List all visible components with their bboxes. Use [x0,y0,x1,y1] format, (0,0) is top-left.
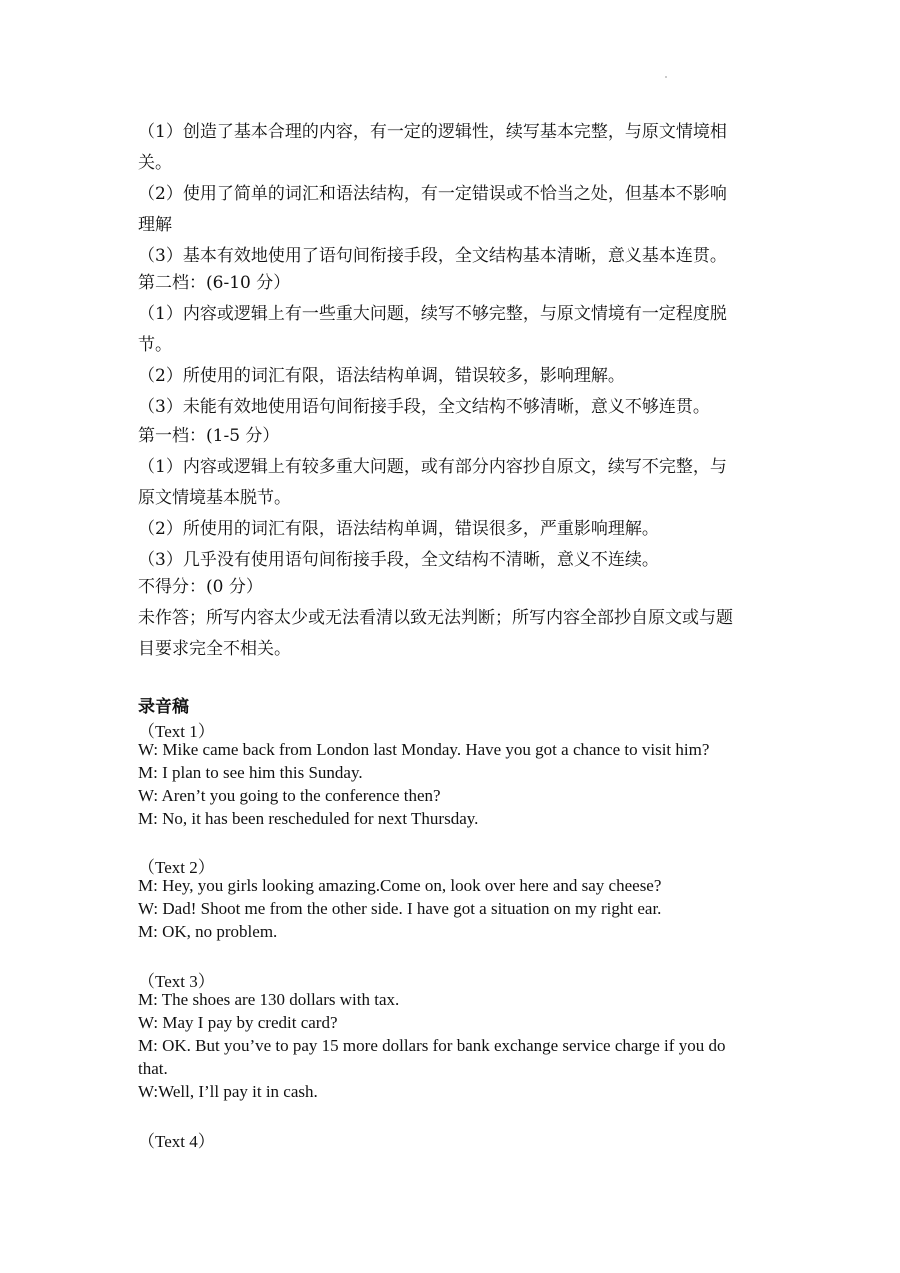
rubric-line: （1）内容或逻辑上有较多重大问题，或有部分内容抄自原文，续写不完整，与 [138,457,727,477]
text-label: （Text 4） [138,1132,215,1151]
dialogue-line: M: I plan to see him this Sunday. [138,763,363,782]
rubric-line: 理解 [138,215,172,235]
rubric-tier-title: 第二档：(6-10 分） [138,273,291,293]
dialogue-line: M: OK, no problem. [138,922,278,941]
rubric-tier-title: 不得分：(0 分） [138,577,263,597]
dialogue-line: W: Dad! Shoot me from the other side. I have got a situation on my right ear. [138,899,662,918]
dialogue-line: W: Mike came back from London last Monday. Have you got a chance to visit him? [138,740,710,759]
dialogue-line: M: The shoes are 130 dollars with tax. [138,990,400,1009]
rubric-tier-title: 第一档：(1-5 分） [138,426,280,446]
dialogue-line: W: Aren’t you going to the conference then? [138,786,441,805]
rubric-line: 未作答；所写内容太少或无法看清以致无法判断；所写内容全部抄自原文或与题 [138,608,733,628]
scan-speck [665,76,667,78]
rubric-line: 节。 [138,335,172,355]
transcript-heading: 录音稿 [138,697,189,717]
rubric-line: （2）所使用的词汇有限，语法结构单调，错误很多，严重影响理解。 [138,519,659,539]
text-label: （Text 2） [138,858,215,877]
rubric-line: （2）使用了简单的词汇和语法结构，有一定错误或不恰当之处，但基本不影响 [138,184,727,204]
rubric-line: （3）几乎没有使用语句间衔接手段，全文结构不清晰，意义不连续。 [138,550,659,570]
dialogue-line: M: OK. But you’ve to pay 15 more dollars for bank exchange service charge if you do [138,1036,726,1055]
rubric-line: （2）所使用的词汇有限，语法结构单调，错误较多，影响理解。 [138,366,625,386]
text-label: （Text 1） [138,722,215,741]
rubric-line: （1）创造了基本合理的内容，有一定的逻辑性，续写基本完整，与原文情境相 [138,122,727,142]
text-label: （Text 3） [138,972,215,991]
rubric-line: （3）未能有效地使用语句间衔接手段，全文结构不够清晰，意义不够连贯。 [138,397,710,417]
rubric-line: （3）基本有效地使用了语句间衔接手段，全文结构基本清晰，意义基本连贯。 [138,246,727,266]
rubric-line: （1）内容或逻辑上有一些重大问题，续写不够完整，与原文情境有一定程度脱 [138,304,727,324]
dialogue-line: that. [138,1059,168,1078]
rubric-line: 原文情境基本脱节。 [138,488,291,508]
rubric-line: 目要求完全不相关。 [138,639,291,659]
dialogue-line: W: May I pay by credit card? [138,1013,338,1032]
rubric-line: 关。 [138,153,172,173]
dialogue-line: M: Hey, you girls looking amazing.Come on, look over here and say cheese? [138,876,662,895]
dialogue-line: M: No, it has been rescheduled for next Thursday. [138,809,479,828]
dialogue-line: W:Well, I’ll pay it in cash. [138,1082,318,1101]
